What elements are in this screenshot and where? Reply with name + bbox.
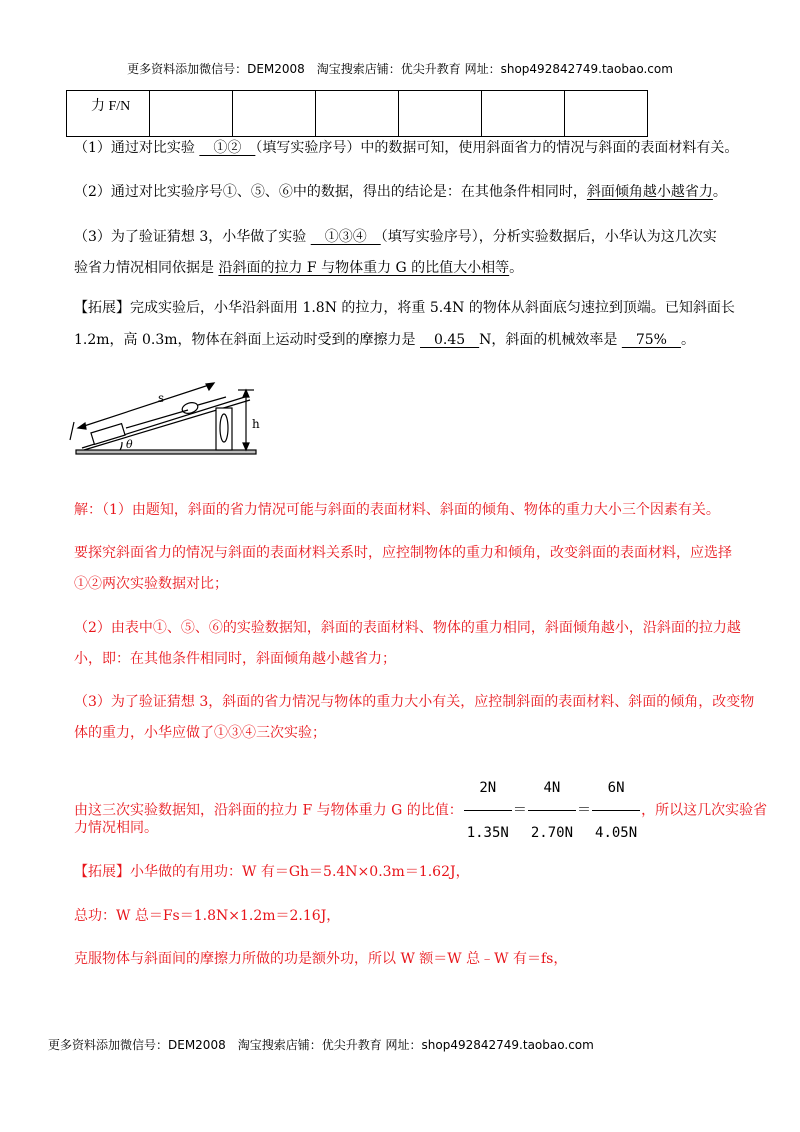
q1-text-post: （填写实验序号）中的数据可知，使用斜面省力的情况与斜面的表面材料有关。 [255,140,739,156]
solution-line-3: ①②两次实验数据对比； [74,576,228,592]
fraction-1-numerator: 2N [464,766,512,811]
fraction-2-denominator: 2.70N [530,825,574,841]
q3-line2-post: 。 [509,260,524,276]
ext-answer-efficiency: 75% [621,332,681,348]
row-label: 力 F/N [67,91,150,137]
table-cell [150,91,233,137]
q3-line2-answer: 沿斜面的拉力 F 与物体重力 G 的比值大小相等 [218,260,510,276]
solution-line-5: 小，即：在其他条件相同时，斜面倾角越小越省力； [74,651,396,667]
extension-line1: 【拓展】完成实验后，小华沿斜面用 1.8N 的拉力，将重 5.4N 的物体从斜面底匀速拉到顶端。已知斜面长 [74,300,735,316]
ext-answer-friction: 0.45 [419,332,480,348]
fraction-1-denominator: 1.35N [466,825,509,841]
page-footer: 更多资料添加微信号：DEM2008 淘宝搜索店铺：优尖升教育 网址：shop492842749.taobao.com [48,1038,594,1052]
object-block [91,424,125,445]
ground-base [76,450,256,454]
incline-diagram [66,370,266,460]
table-cell [316,91,399,137]
table-row [67,91,648,137]
question-2 [74,182,727,202]
q2-text: （2）通过对比实验序号①、⑤、⑥中的数据，得出的结论是：在其他条件相同时， [74,184,587,200]
table-cell [399,91,482,137]
extension-line2 [74,330,695,350]
h-arrowhead-top [243,390,249,397]
solution-line-12: 克服物体与斜面间的摩擦力所做的功是额外功，所以 W 额＝W 总﹣W 有＝fs， [74,951,568,967]
solution-line-8 [74,766,767,855]
ext-text: 1.2m，高 0.3m，物体在斜面上运动时受到的摩擦力是 [74,332,420,348]
fraction-2-numerator: 4N [528,766,576,811]
solution-line-10: 【拓展】小华做的有用功：W 有＝Gh＝5.4N×0.3m＝1.62J， [74,864,470,880]
table-cell [565,91,648,137]
solution-line-7: 体的重力，小华应做了①③④三次实验； [74,725,326,741]
q3-text: （3）为了验证猜想 3，小华做了实验 [74,229,311,245]
q2-text-post: 。 [712,184,727,200]
q3-answer: ①③④ [310,229,381,245]
fraction-1 [464,766,512,855]
q3-line2-text: 验省力情况相同依据是 [74,260,219,276]
table-cell [233,91,316,137]
data-table-fragment [66,90,648,137]
theta-label: θ [126,438,133,451]
fraction-3-numerator: 6N [592,766,640,811]
q2-answer: 斜面倾角越小越省力 [586,184,713,200]
q1-text: （1）通过对比实验 [74,140,200,156]
h-label: h [252,417,260,431]
theta-arc [120,442,122,450]
table-cell [482,91,565,137]
fraction-2 [528,766,576,855]
question-1 [74,138,738,158]
solution-line-4: （2）由表中①、⑤、⑥的实验数据知，斜面的表面材料、物体的重力相同，斜面倾角越小，沿斜面的拉力越 [74,620,741,636]
ratio-conclusion: ，所以这几次实验省 [641,802,768,819]
solution-line-6: （3）为了验证猜想 3，斜面的省力情况与物体的重力大小有关，应控制斜面的表面材料、斜面的倾角，改变物 [74,694,755,710]
pull-string [126,410,188,428]
solution-line-1: 解：（1）由题知，斜面的省力情况可能与斜面的表面材料、斜面的倾角、物体的重力大小三个因素有关。 [74,502,720,518]
solution-line-9: 力情况相同。 [74,820,158,836]
s-label: s [158,391,165,405]
question-3-line2 [74,258,523,278]
q1-answer: ①② [199,140,256,156]
page-header: 更多资料添加微信号：DEM2008 淘宝搜索店铺：优尖升教育 网址：shop492842749.taobao.com [127,62,673,76]
s-arrowhead [206,383,214,390]
s-arrow [78,384,212,428]
ratio-intro: 由这三次实验数据知，沿斜面的拉力 F 与物体重力 G 的比值： [74,802,463,819]
fraction-3-denominator: 4.05N [595,825,638,841]
left-tick [70,422,74,440]
ext-text-mid: N，斜面的机械效率是 [479,332,622,348]
s-arrowhead-left [78,423,86,429]
spring-scale [181,401,199,415]
q3-text-post: （填写实验序号），分析实验数据后，小华认为这几次实 [380,229,717,245]
h-arrowhead-bottom [243,443,249,450]
solution-line-11: 总功：W 总＝Fs＝1.8N×1.2m＝2.16J， [74,908,341,924]
question-3-line1 [74,227,717,247]
fraction-3 [592,766,640,855]
equals-sign: ＝ [577,802,592,819]
ext-text-post: 。 [680,332,695,348]
solution-line-2: 要探究斜面省力的情况与斜面的表面材料关系时，应控制物体的重力和倾角，改变斜面的表面材料，应选择 [74,545,732,561]
equals-sign: ＝ [512,802,527,819]
